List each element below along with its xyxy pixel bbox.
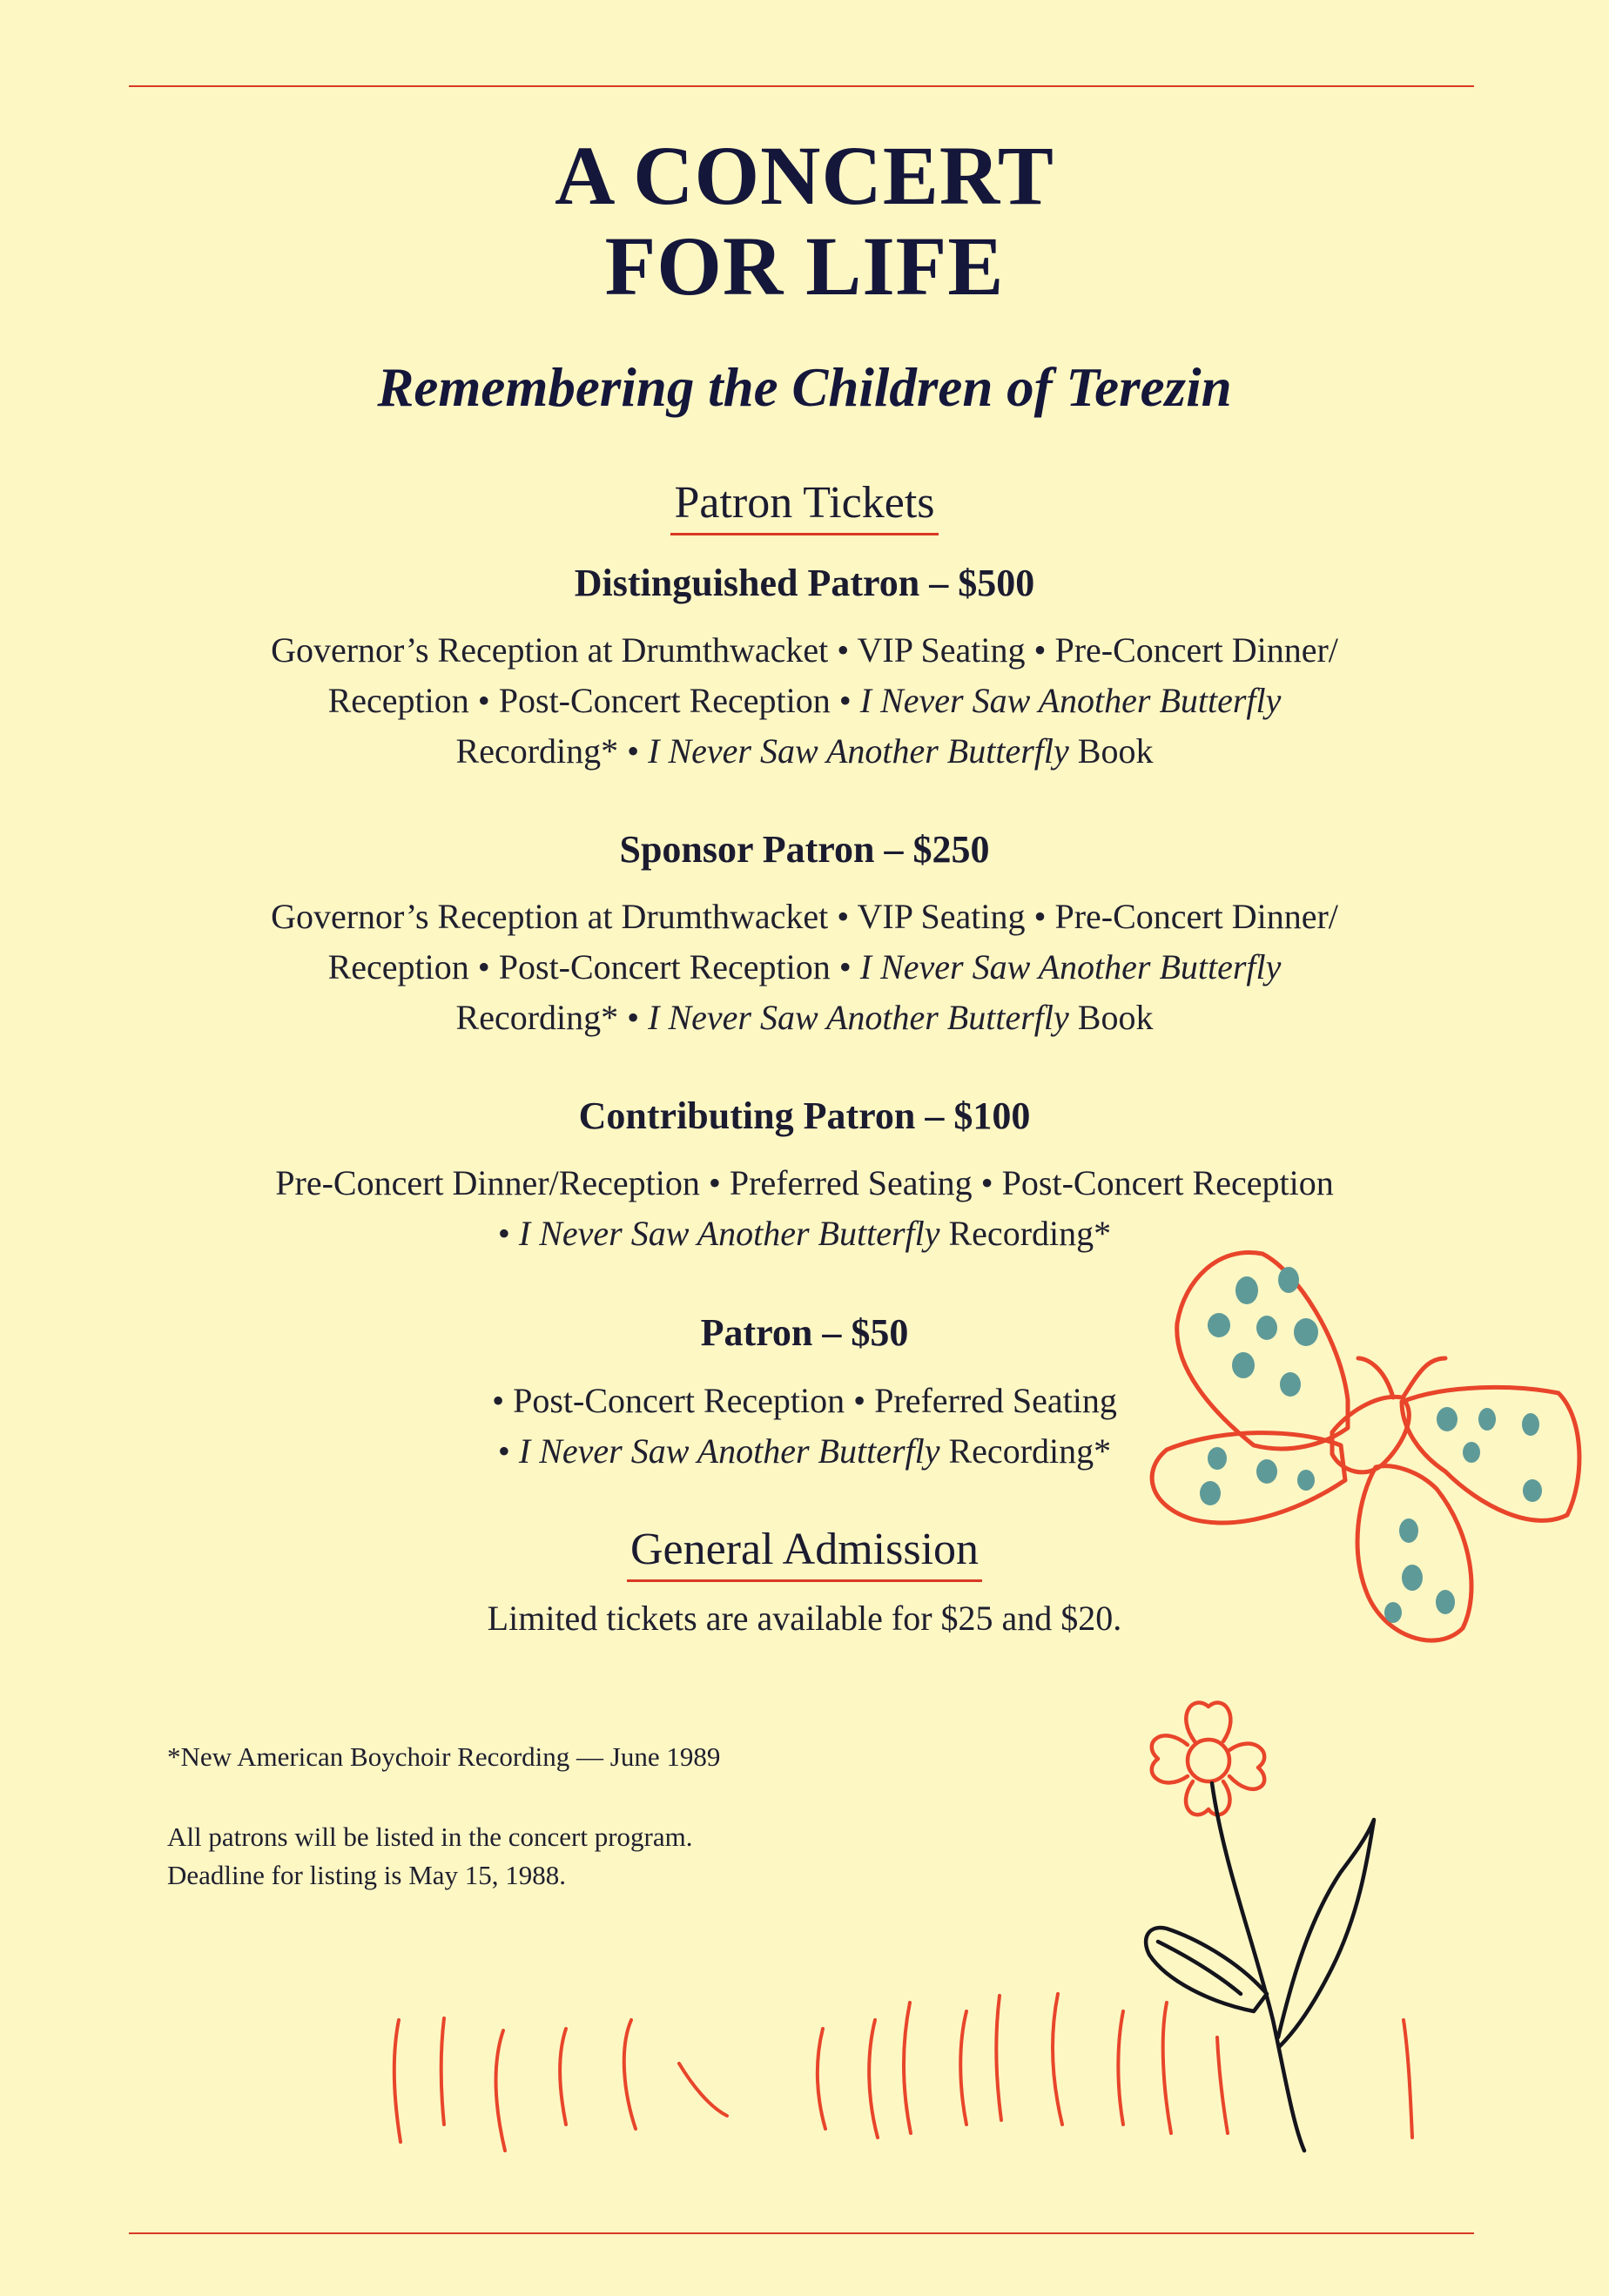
footnote: *New American Boychoir Recording — June 1989 bbox=[167, 1741, 721, 1772]
benefit-line: Pre-Concert Dinner/Reception • Preferred Seating • Post-Concert Reception bbox=[275, 1163, 1334, 1202]
benefit-line: Reception • Post-Concert Reception • I Never Saw Another Butterfly bbox=[327, 681, 1282, 720]
grass-drawing-icon bbox=[394, 1994, 1412, 2151]
title-line-2: FOR LIFE bbox=[604, 219, 1005, 313]
flower-drawing-icon bbox=[1146, 1703, 1374, 2151]
benefit-line: Governor’s Reception at Drumthwacket • VIP Seating • Pre-Concert Dinner/ bbox=[271, 897, 1338, 936]
benefit-line: Reception • Post-Concert Reception • I Never Saw Another Butterfly bbox=[327, 947, 1282, 986]
benefit-line: Recording* • I Never Saw Another Butterfly Book bbox=[455, 998, 1154, 1037]
bottom-rule bbox=[129, 2232, 1474, 2234]
benefit-line: Governor’s Reception at Drumthwacket • VIP Seating • Pre-Concert Dinner/ bbox=[271, 630, 1338, 670]
subtitle: Remembering the Children of Terezin bbox=[377, 357, 1232, 418]
listing-line-2: Deadline for listing is May 15, 1988. bbox=[167, 1860, 567, 1890]
tier-sponsor-title: Sponsor Patron – $250 bbox=[619, 828, 990, 871]
general-admission-text: Limited tickets are available for $25 and $20. bbox=[487, 1599, 1122, 1638]
general-admission-label: General Admission bbox=[627, 1522, 982, 1582]
tier-distinguished-title: Distinguished Patron – $500 bbox=[574, 562, 1035, 604]
tier-contributing-title: Contributing Patron – $100 bbox=[578, 1094, 1031, 1137]
butterfly-drawing-icon bbox=[1152, 1252, 1579, 1640]
title-line-1: A CONCERT bbox=[555, 129, 1054, 222]
tier-patron-title: Patron – $50 bbox=[700, 1311, 909, 1354]
benefit-line: • I Never Saw Another Butterfly Recording* bbox=[497, 1214, 1112, 1253]
benefit-line: Recording* • I Never Saw Another Butterfly Book bbox=[455, 731, 1154, 771]
listing-line-1: All patrons will be listed in the concert program. bbox=[167, 1821, 693, 1852]
benefit-line: • Post-Concert Reception • Preferred Seating bbox=[492, 1381, 1117, 1420]
patron-tickets-label: Patron Tickets bbox=[670, 475, 938, 535]
benefit-line: • I Never Saw Another Butterfly Recording* bbox=[497, 1431, 1112, 1471]
